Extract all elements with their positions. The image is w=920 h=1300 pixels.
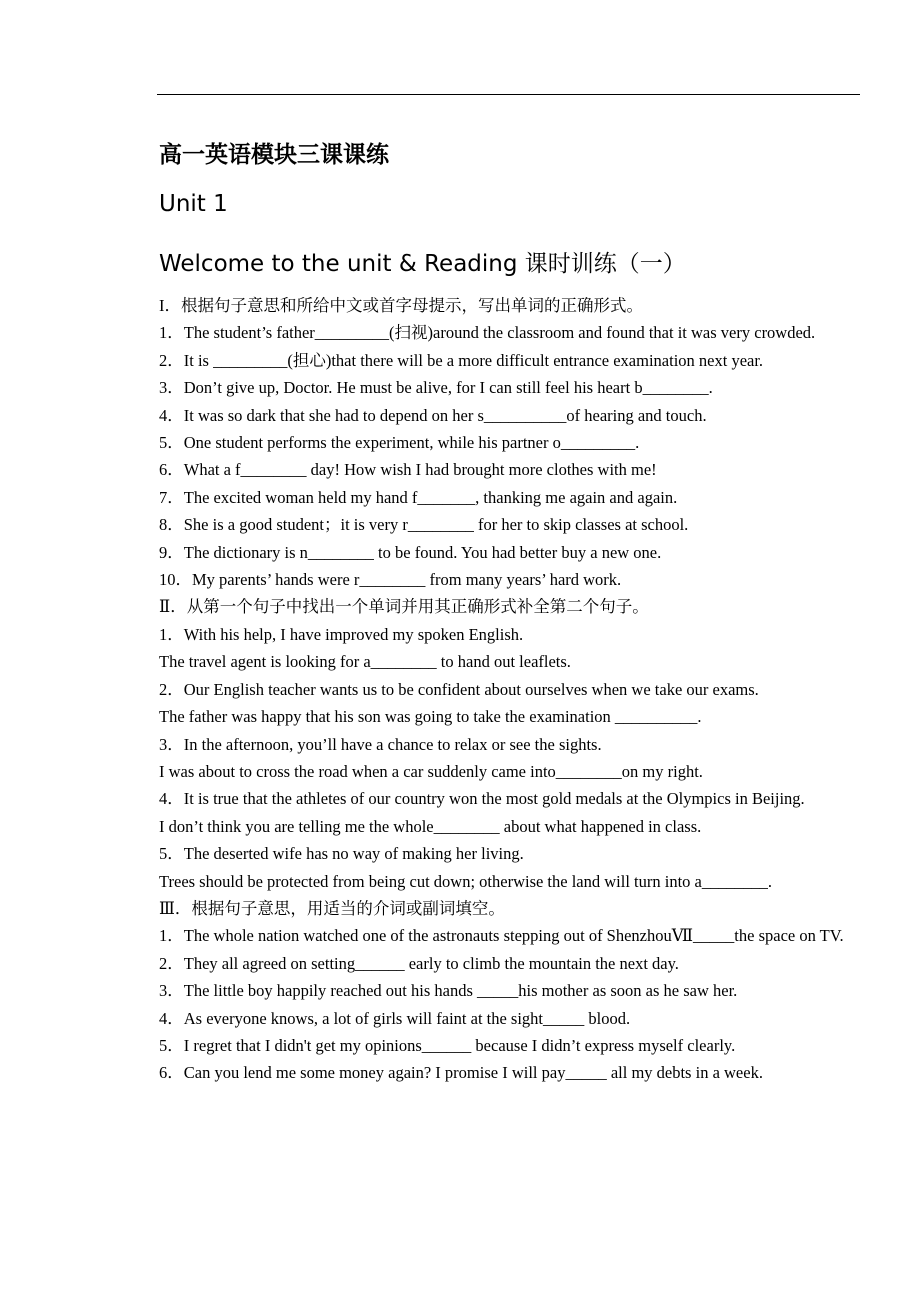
s1-item-6: 6．What a f________ day! How wish I had brought more clothes with me! — [159, 460, 657, 480]
s1-item-4: 4．It was so dark that she had to depend on her s__________of hearing and touch. — [159, 405, 707, 425]
s3-item-5: 5．I regret that I didn't get my opinions______ because I didn’t express myself clearly. — [159, 1035, 736, 1055]
s1-item-3: 3．Don’t give up, Doctor. He must be alive, for I can still feel his heart b________. — [159, 378, 713, 398]
s2-line-5: 3．In the afternoon, you’ll have a chance to relax or see the sights. — [159, 734, 602, 754]
s2-line-2: The travel agent is looking for a________ to hand out leaflets. — [159, 652, 571, 672]
s1-item-1: 1．The student’s father_________(扫视)around the classroom and found that it was very crowded. — [159, 323, 816, 343]
s3-item-3: 3．The little boy happily reached out his hands _____his mother as soon as he saw her. — [159, 981, 738, 1001]
section-3-heading: Ⅲ．根据句子意思，用适当的介词或副词填空。 — [159, 898, 505, 918]
header-rule — [157, 94, 860, 95]
s2-line-9: 5．The deserted wife has no way of making her living. — [159, 844, 524, 864]
s1-item-8: 8．She is a good student；it is very r________ for her to skip classes at school. — [159, 515, 689, 535]
s1-item-9: 9．The dictionary is n________ to be found. You had better buy a new one. — [159, 542, 662, 562]
s2-line-8: I don’t think you are telling me the whole________ about what happened in class. — [159, 816, 702, 836]
s2-line-6: I was about to cross the road when a car suddenly came into________on my right. — [159, 761, 703, 781]
unit-heading: Unit 1 — [159, 191, 228, 217]
s3-item-4: 4．As everyone knows, a lot of girls will faint at the sight_____ blood. — [159, 1008, 631, 1028]
s3-item-6: 6．Can you lend me some money again? I promise I will pay_____ all my debts in a week. — [159, 1063, 763, 1083]
s2-line-1: 1．With his help, I have improved my spoken English. — [159, 624, 524, 644]
section-1-heading: I．根据句子意思和所给中文或首字母提示，写出单词的正确形式。 — [159, 296, 643, 315]
exercise-body — [159, 292, 858, 1087]
s3-item-2: 2．They all agreed on setting______ early to climb the mountain the next day. — [159, 953, 679, 973]
s1-item-7: 7．The excited woman held my hand f_______, thanking me again and again. — [159, 487, 678, 507]
s1-item-5: 5．One student performs the experiment, while his partner o_________. — [159, 433, 640, 453]
lesson-subtitle: Welcome to the unit & Reading 课时训练（一） — [159, 251, 686, 277]
s2-line-7: 4．It is true that the athletes of our country won the most gold medals at the Olympics in Beijing. — [159, 789, 805, 809]
document-title: 高一英语模块三课课练 — [159, 142, 389, 168]
s2-line-3: 2．Our English teacher wants us to be confident about ourselves when we take our exams. — [159, 679, 759, 699]
s1-item-10: 10．My parents’ hands were r________ from many years’ hard work. — [159, 570, 622, 590]
s3-item-1: 1．The whole nation watched one of the astronauts stepping out of ShenzhouⅦ_____the space on TV. — [159, 926, 844, 946]
s2-line-4: The father was happy that his son was going to take the examination __________. — [159, 707, 702, 727]
s2-line-10: Trees should be protected from being cut down; otherwise the land will turn into a________. — [159, 871, 772, 891]
s1-item-2: 2．It is _________(担心)that there will be a more difficult entrance examination next year. — [159, 350, 764, 370]
section-2-heading: Ⅱ．从第一个句子中找出一个单词并用其正确形式补全第二个句子。 — [159, 597, 649, 617]
